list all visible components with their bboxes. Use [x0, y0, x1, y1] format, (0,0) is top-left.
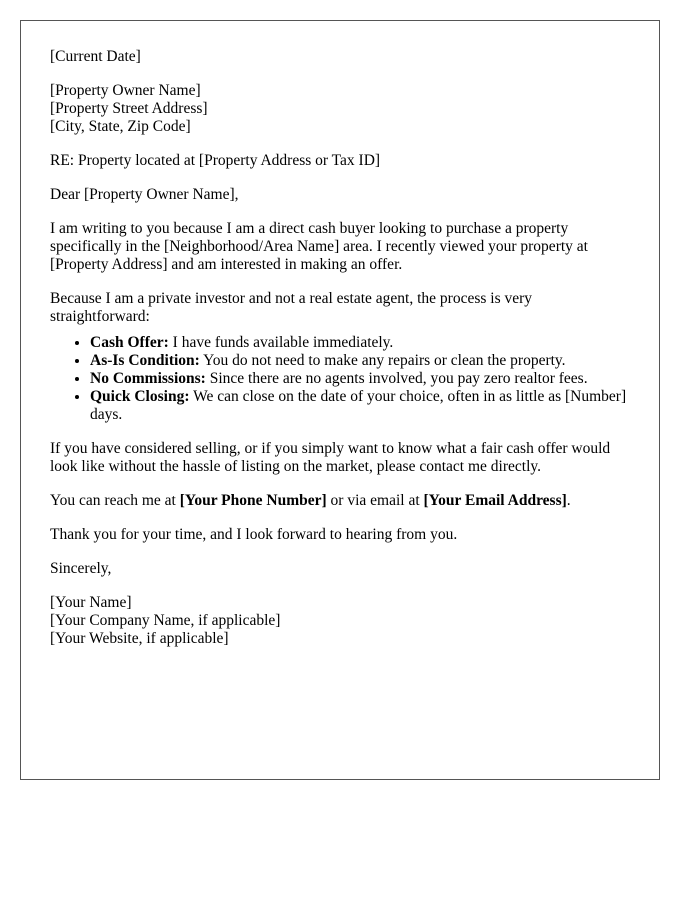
contact-prefix: You can reach me at	[50, 492, 180, 509]
list-item	[90, 334, 630, 352]
benefit-text: I have funds available immediately.	[168, 334, 394, 351]
contact-paragraph	[50, 492, 630, 510]
consider-paragraph: If you have considered selling, or if you simply want to know what a fair cash offer would look like without the hassle of listing on the market, please contact me directly.	[50, 440, 611, 475]
benefit-text: You do not need to make any repairs or clean the property.	[199, 352, 566, 369]
contact-middle: or via email at	[326, 492, 424, 509]
salutation: Dear [Property Owner Name],	[50, 186, 239, 203]
signature-block	[50, 594, 630, 648]
letter-date: [Current Date]	[50, 48, 141, 65]
signature-website: [Your Website, if applicable]	[50, 630, 229, 647]
recipient-city: [City, State, Zip Code]	[50, 118, 191, 135]
contact-email: [Your Email Address]	[423, 492, 567, 509]
list-item	[90, 352, 630, 370]
benefit-title: Cash Offer:	[90, 334, 169, 351]
signature-company: [Your Company Name, if applicable]	[50, 612, 281, 629]
contact-suffix: .	[566, 492, 571, 509]
signature-name: [Your Name]	[50, 594, 132, 611]
contact-phone: [Your Phone Number]	[179, 492, 327, 509]
list-item	[90, 388, 630, 424]
benefits-list	[50, 334, 630, 424]
recipient-name: [Property Owner Name]	[50, 82, 201, 99]
benefit-title: As-Is Condition:	[90, 352, 200, 369]
recipient-street: [Property Street Address]	[50, 100, 208, 117]
re-line: RE: Property located at [Property Address or Tax ID]	[50, 152, 381, 169]
letter-page	[20, 20, 660, 780]
intro-paragraph: I am writing to you because I am a direct cash buyer looking to purchase a property specifically in the [Neighborhood/Area Name] area. I recently viewed your property at [Property Address] and am interested in making an offer.	[50, 220, 588, 273]
date-block	[50, 48, 630, 66]
benefit-text: Since there are no agents involved, you pay zero realtor fees.	[205, 370, 588, 387]
benefit-title: Quick Closing:	[90, 388, 190, 405]
closing: Sincerely,	[50, 560, 112, 577]
recipient-address-block	[50, 82, 630, 136]
list-item	[90, 370, 630, 388]
benefit-text: We can close on the date of your choice, often in as little as [Number] days.	[90, 388, 627, 423]
process-intro-paragraph: Because I am a private investor and not a real estate agent, the process is very straightforward:	[50, 290, 533, 325]
thanks-paragraph: Thank you for your time, and I look forward to hearing from you.	[50, 526, 458, 543]
benefit-title: No Commissions:	[90, 370, 206, 387]
